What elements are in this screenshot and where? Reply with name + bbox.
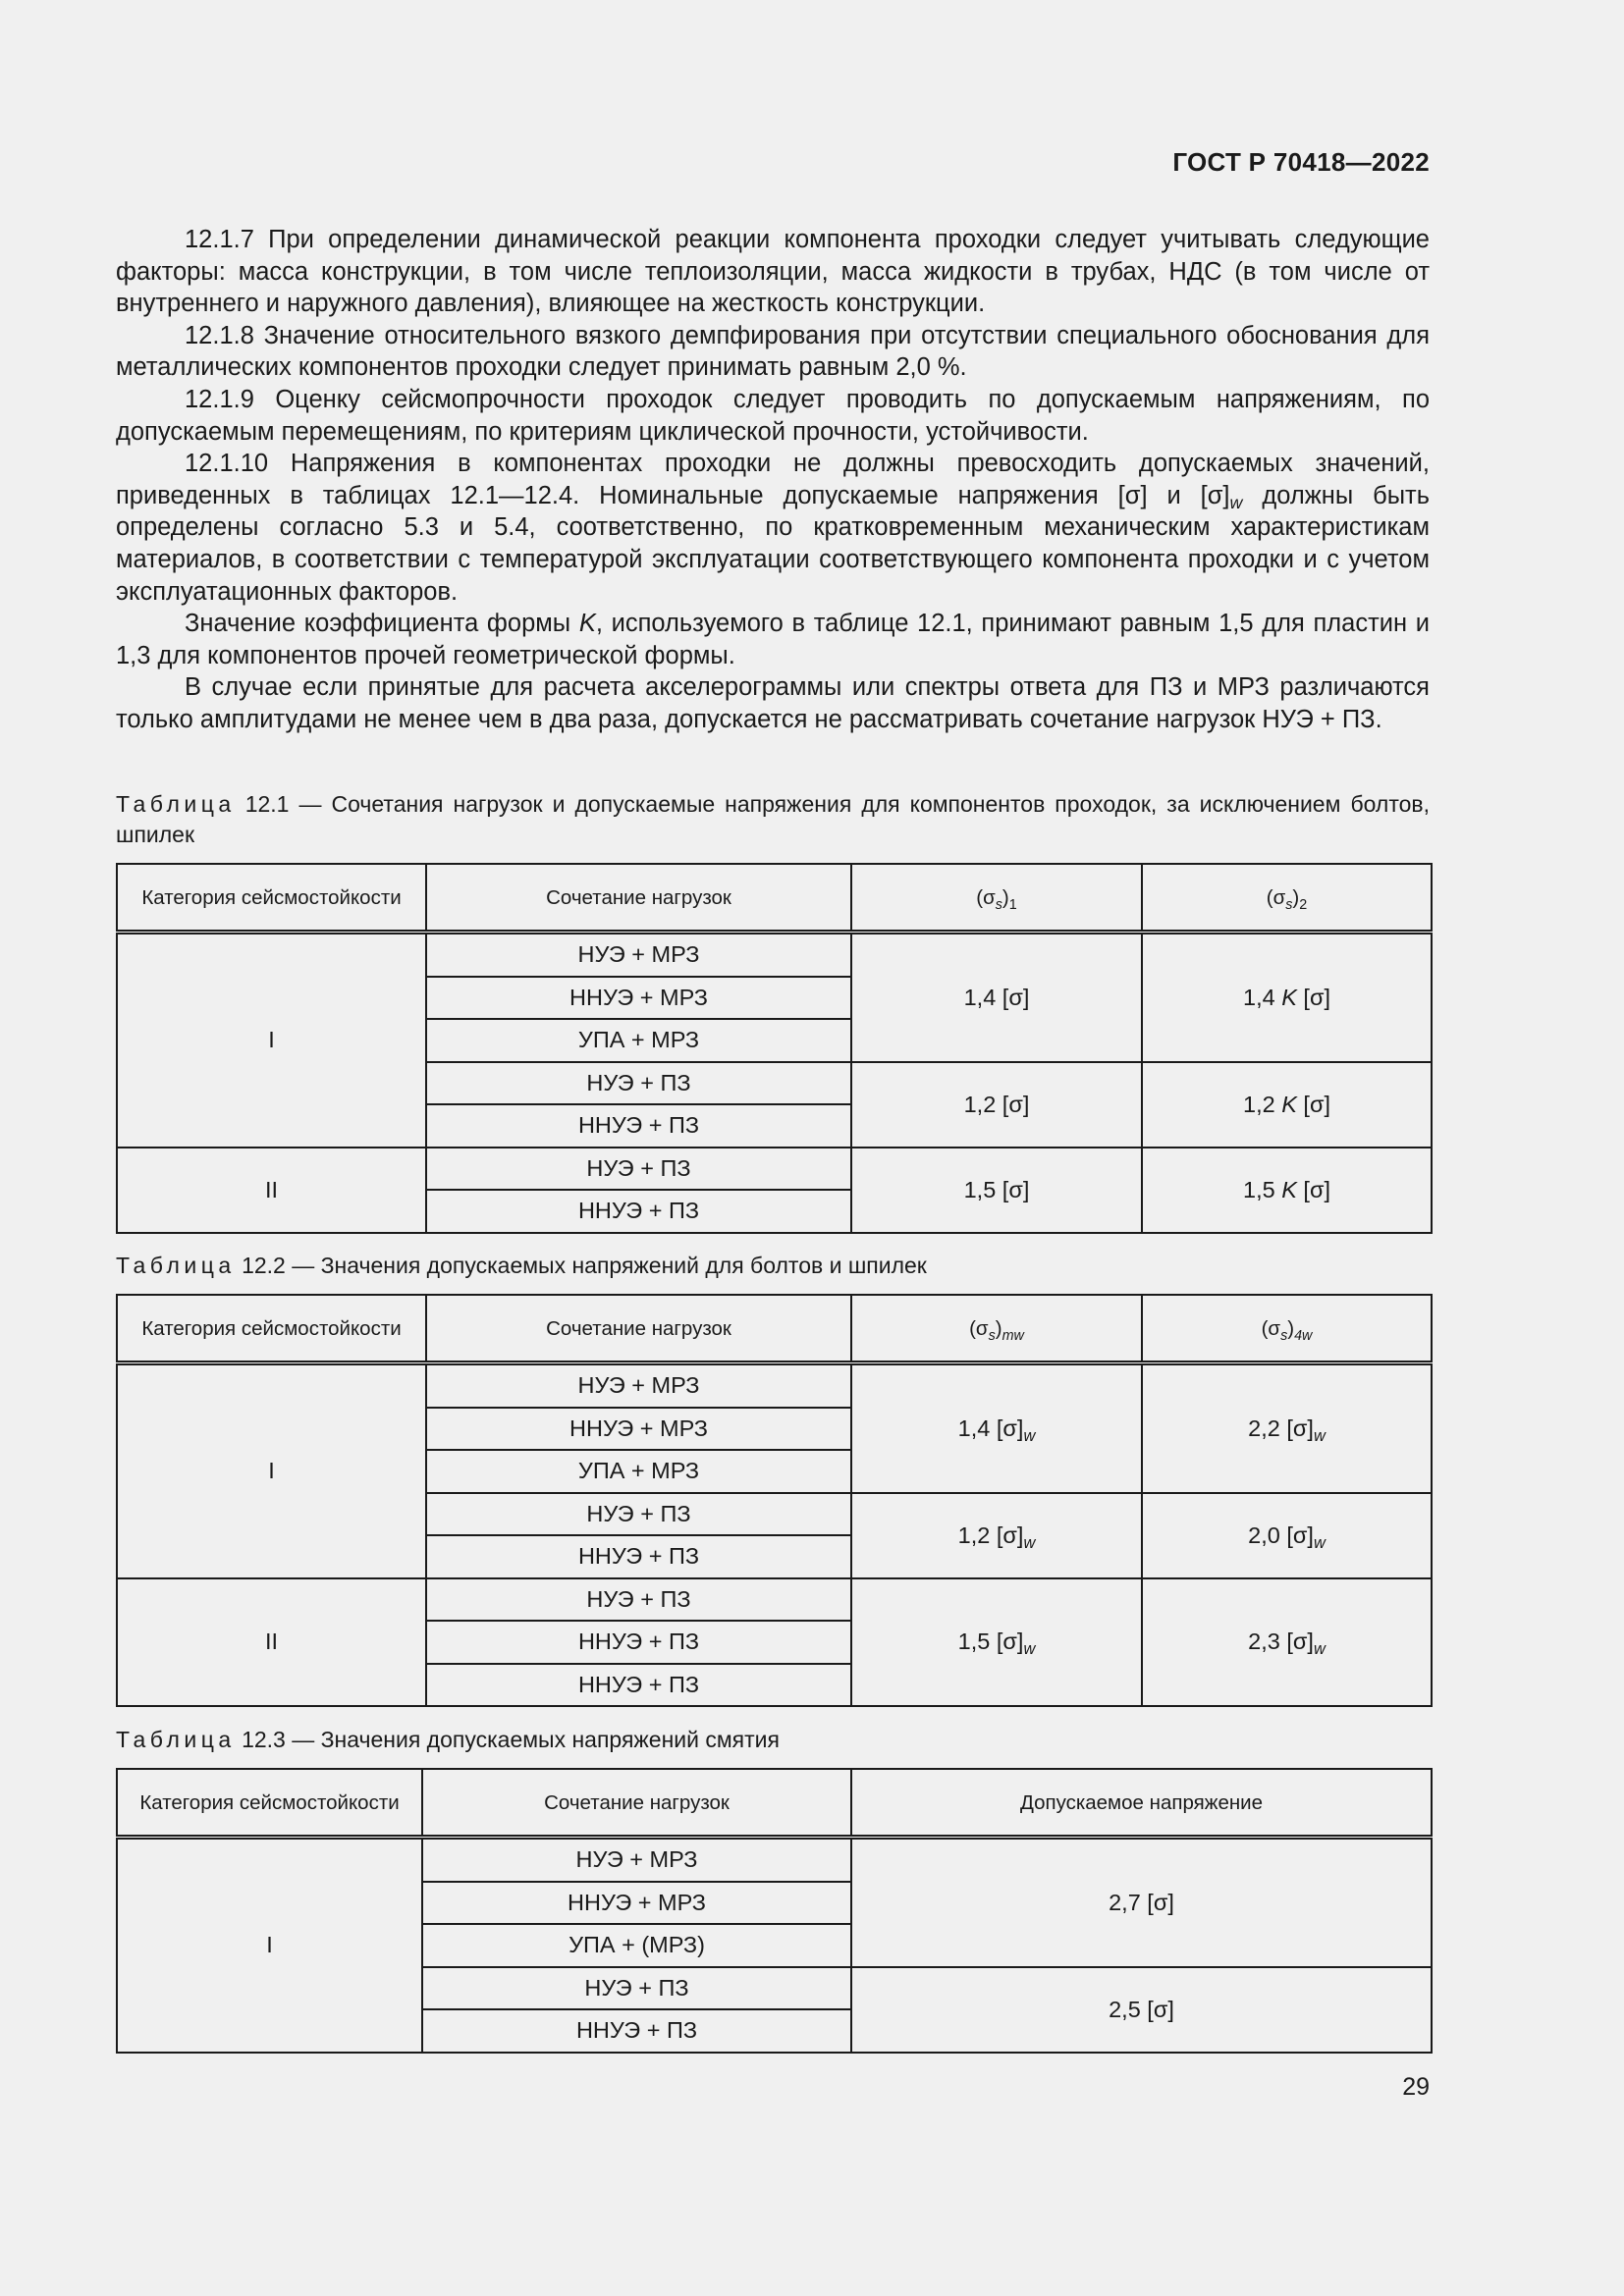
load-combination-cell: НУЭ + МРЗ (426, 1363, 851, 1408)
value-cell (851, 1493, 1142, 1578)
load-combination-cell: ННУЭ + МРЗ (426, 977, 851, 1020)
header-index: 1 (1008, 896, 1017, 913)
table-12-1 (116, 863, 1433, 1234)
header-text: ) (995, 1316, 1002, 1340)
value-text: [σ] (1296, 984, 1330, 1010)
load-combination-cell: УПА + МРЗ (426, 1450, 851, 1493)
value-cell: 1,2 [σ] (851, 1062, 1142, 1148)
header-sub: s (995, 896, 1002, 913)
header-allowable-stress: Допускаемое напряжение (851, 1769, 1432, 1838)
value-cell (851, 1578, 1142, 1707)
page-number: 29 (1402, 2073, 1430, 2101)
category-cell: I (117, 933, 426, 1148)
header-text: (σ (976, 885, 996, 909)
paragraph-12-1-10 (116, 448, 1430, 608)
value-cell: 1,4 [σ] (851, 933, 1142, 1062)
header-sub: s (988, 1327, 996, 1344)
load-combination-cell: НУЭ + ПЗ (426, 1578, 851, 1622)
subscript-w: w (1313, 1426, 1326, 1445)
subscript-w: w (1313, 1640, 1326, 1659)
load-combination-cell: ННУЭ + ПЗ (426, 1621, 851, 1664)
subscript-w: w (1313, 1533, 1326, 1552)
header-category: Категория сейсмостойкости (117, 1769, 422, 1838)
header-index: 4w (1294, 1327, 1313, 1344)
value-cell: 1,5 [σ] (851, 1148, 1142, 1233)
paragraph-text: Значение коэффициента формы (185, 610, 579, 638)
load-combination-cell: ННУЭ + ПЗ (426, 1664, 851, 1707)
header-text: (σ (969, 1316, 989, 1340)
table-row (117, 933, 1432, 977)
header-text: (σ (1266, 885, 1286, 909)
load-combination-cell: УПА + (МРЗ) (422, 1924, 851, 1967)
value-cell (1142, 1363, 1432, 1493)
category-cell: II (117, 1578, 426, 1707)
symbol-k: K (1281, 984, 1297, 1010)
value-text: 1,4 [σ] (957, 1415, 1024, 1441)
body-text (116, 224, 1430, 736)
caption-word: Таблица (116, 1727, 236, 1752)
header-sub: s (1280, 1327, 1288, 1344)
load-combination-cell: НУЭ + ПЗ (426, 1493, 851, 1536)
value-cell (1142, 1493, 1432, 1578)
load-combination-cell: ННУЭ + ПЗ (426, 1104, 851, 1148)
header-category: Категория сейсмостойкости (117, 864, 426, 933)
caption-word: Таблица (116, 791, 236, 817)
table-row (117, 1148, 1432, 1191)
table-12-3 (116, 1768, 1433, 2054)
paragraph-text: , используемого в таблице 12.1, принимают равным 1,5 для пластин и 1,3 для компонентов прочей геометрической формы. (116, 610, 1430, 669)
header-load-combination: Сочетание нагрузок (426, 864, 851, 933)
header-sigma-1 (851, 864, 1142, 933)
value-text: 1,2 (1243, 1091, 1282, 1117)
header-load-combination: Сочетание нагрузок (422, 1769, 851, 1838)
value-text: 1,5 (1243, 1176, 1282, 1202)
header-sub: s (1285, 896, 1293, 913)
value-cell (1142, 1062, 1432, 1148)
caption-text: 12.1 — Сочетания нагрузок и допускаемые напряжения для компонентов проходок, за исключением болтов, шпилек (116, 791, 1430, 847)
load-combination-cell: ННУЭ + МРЗ (422, 1882, 851, 1925)
table-row (117, 1578, 1432, 1622)
load-combination-cell: ННУЭ + ПЗ (426, 1535, 851, 1578)
value-text: [σ] (1296, 1091, 1330, 1117)
paragraph-accelerograms: В случае если принятые для расчета акселерограммы или спектры ответа для ПЗ и МРЗ различаются только амплитудами не менее чем в два раза, допускается не рассматривать сочетание нагрузок НУЭ + ПЗ. (116, 673, 1430, 733)
caption-word: Таблица (116, 1253, 236, 1278)
load-combination-cell: УПА + МРЗ (426, 1019, 851, 1062)
value-cell (1142, 933, 1432, 1062)
value-text: [σ] (1296, 1176, 1330, 1202)
paragraph-text: 12.1.10 Напряжения в компонентах проходки не должны превосходить допускаемых значений, приведенных в таблицах 12.1—12.4. Номинальные допускаемые напряжения [σ] и [σ] (116, 450, 1430, 509)
load-combination-cell: НУЭ + ПЗ (422, 1967, 851, 2010)
paragraph-12-1-7: 12.1.7 При определении динамической реакции компонента проходки следует учитывать следующие факторы: масса конструкции, в том числе теплоизоляции, масса жидкости в трубах, НДС (в том числе от внутреннего и наружного давления), влияющее на жесткость конструкции. (116, 226, 1430, 318)
load-combination-cell: ННУЭ + ПЗ (422, 2009, 851, 2053)
header-index: 2 (1299, 896, 1308, 913)
table-12-3-caption (116, 1725, 1430, 1755)
caption-text: 12.2 — Значения допускаемых напряжений для болтов и шпилек (235, 1253, 927, 1278)
category-cell: I (117, 1838, 422, 2053)
table-row (117, 1838, 1432, 1882)
header-sigma-4w (1142, 1295, 1432, 1363)
header-load-combination: Сочетание нагрузок (426, 1295, 851, 1363)
header-category: Категория сейсмостойкости (117, 1295, 426, 1363)
subscript-w: w (1229, 492, 1243, 512)
value-cell: 2,7 [σ] (851, 1838, 1432, 1967)
table-row (117, 1363, 1432, 1408)
header-index: mw (1001, 1327, 1024, 1344)
header-text: (σ (1261, 1316, 1281, 1340)
paragraph-text: должны быть определены согласно 5.3 и 5.4, соответственно, по кратковременным механическим характеристикам материалов, в соответствии с температурой эксплуатации соответствующего компонента проходки и с учетом эксплуатационных факторов. (116, 481, 1430, 606)
subscript-w: w (1023, 1426, 1036, 1445)
value-text: 2,2 [σ] (1248, 1415, 1314, 1441)
symbol-k: K (1281, 1091, 1297, 1117)
value-text: 1,2 [σ] (957, 1522, 1024, 1548)
header-text: ) (1287, 1316, 1295, 1340)
header-sigma-mw (851, 1295, 1142, 1363)
value-text: 2,3 [σ] (1248, 1629, 1314, 1655)
document-header: ГОСТ Р 70418—2022 (1172, 147, 1430, 177)
symbol-k: K (578, 610, 596, 638)
header-text: ) (1001, 885, 1009, 909)
load-combination-cell: НУЭ + МРЗ (426, 933, 851, 977)
paragraph-12-1-9: 12.1.9 Оценку сейсмопрочности проходок следует проводить по допускаемым напряжениям, по допускаемым перемещениям, по критериям циклической прочности, устойчивости. (116, 385, 1430, 446)
category-cell: I (117, 1363, 426, 1578)
value-cell (1142, 1148, 1432, 1233)
value-cell (1142, 1578, 1432, 1707)
table-12-2 (116, 1294, 1433, 1707)
value-cell (851, 1363, 1142, 1493)
value-text: 1,4 (1243, 984, 1282, 1010)
header-sigma-2 (1142, 864, 1432, 933)
subscript-w: w (1023, 1640, 1036, 1659)
subscript-w: w (1023, 1533, 1036, 1552)
header-text: ) (1292, 885, 1300, 909)
load-combination-cell: ННУЭ + МРЗ (426, 1408, 851, 1451)
category-cell: II (117, 1148, 426, 1233)
load-combination-cell: НУЭ + ПЗ (426, 1062, 851, 1105)
load-combination-cell: ННУЭ + ПЗ (426, 1190, 851, 1233)
caption-text: 12.3 — Значения допускаемых напряжений смятия (235, 1727, 780, 1752)
load-combination-cell: НУЭ + ПЗ (426, 1148, 851, 1191)
table-12-2-caption (116, 1251, 1430, 1281)
paragraph-shape-coefficient (116, 608, 1430, 671)
value-text: 1,5 [σ] (957, 1629, 1024, 1655)
value-cell: 2,5 [σ] (851, 1967, 1432, 2053)
value-text: 2,0 [σ] (1248, 1522, 1314, 1548)
symbol-k: K (1281, 1176, 1297, 1202)
paragraph-12-1-8: 12.1.8 Значение относительного вязкого демпфирования при отсутствии специального обоснования для металлических компонентов проходки следует принимать равным 2,0 %. (116, 321, 1430, 382)
table-12-1-caption (116, 789, 1430, 850)
load-combination-cell: НУЭ + МРЗ (422, 1838, 851, 1882)
